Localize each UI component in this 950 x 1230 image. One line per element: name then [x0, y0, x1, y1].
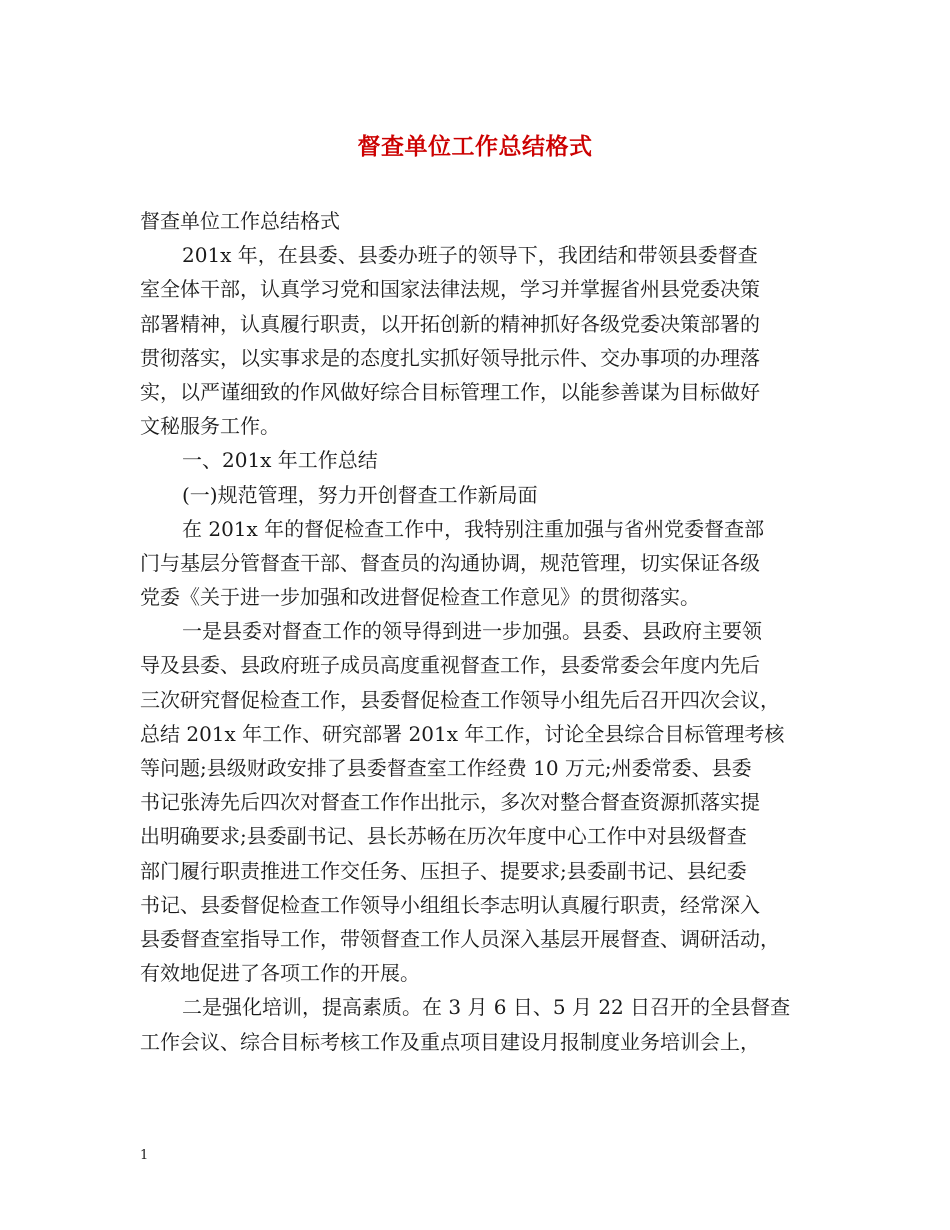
text-line: 在 201x 年的督促检查工作中，我特别注重加强与省州党委督查部 — [182, 516, 765, 541]
text-line: 书记、县委督促检查工作领导小组组长李志明认真履行职责，经常深入 — [140, 892, 760, 917]
text-line: 二是强化培训，提高素质。在 3 月 6 日、5 月 22 日召开的全县督查 — [182, 995, 791, 1020]
text-line: 等问题;县级财政安排了县委督查室工作经费 10 万元;州委常委、县委 — [140, 756, 752, 780]
text-line: 门与基层分管督查干部、督查员的沟通协调，规范管理，切实保证各级 — [140, 550, 760, 575]
page-number: 1 — [140, 1148, 149, 1163]
text-line: (一)规范管理，努力开创督查工作新局面 — [182, 482, 538, 507]
text-line: 部署精神，认真履行职责，以开拓创新的精神抓好各级党委决策部署的 — [140, 311, 760, 336]
document-body — [140, 204, 820, 1059]
text-line: 总结 201x 年工作、研究部署 201x 年工作，讨论全县综合目标管理考核 — [140, 721, 785, 746]
text-line: 县委督查室指导工作，带领督查工作人员深入基层开展督查、调研活动， — [140, 926, 780, 951]
document-title: 督查单位工作总结格式 — [357, 133, 593, 160]
text-line: 贯彻落实，以实事求是的态度扎实抓好领导批示件、交办事项的办理落 — [140, 345, 760, 370]
text-line: 三次研究督促检查工作，县委督促检查工作领导小组先后召开四次会议， — [140, 687, 780, 712]
text-line: 出明确要求;县委副书记、县长苏畅在历次年度中心工作中对县级督查 — [140, 824, 747, 849]
text-line: 201x 年，在县委、县委办班子的领导下，我团结和带领县委督查 — [182, 243, 758, 268]
text-line: 部门履行职责推进工作交任务、压担子、提要求;县委副书记、县纪委 — [140, 858, 747, 883]
text-line: 一是县委对督查工作的领导得到进一步加强。县委、县政府主要领 — [182, 619, 762, 644]
text-line: 工作会议、综合目标考核工作及重点项目建设月报制度业务培训会上， — [140, 1029, 760, 1054]
text-line: 书记张涛先后四次对督查工作作出批示，多次对整合督查资源抓落实提 — [140, 790, 760, 815]
text-line: 实，以严谨细致的作风做好综合目标管理工作，以能参善谋为目标做好 — [140, 379, 760, 404]
text-line: 文秘服务工作。 — [140, 414, 280, 439]
text-line: 党委《关于进一步加强和改进督促检查工作意见》的贯彻落实。 — [140, 585, 700, 610]
text-line: 导及县委、县政府班子成员高度重视督查工作，县委常委会年度内先后 — [140, 653, 760, 678]
text-line: 督查单位工作总结格式 — [140, 209, 340, 233]
text-line: 有效地促进了各项工作的开展。 — [140, 961, 420, 986]
text-line: 室全体干部，认真学习党和国家法律法规，学习并掌握省州县党委决策 — [140, 277, 760, 302]
text-line: 一、201x 年工作总结 — [182, 448, 378, 473]
